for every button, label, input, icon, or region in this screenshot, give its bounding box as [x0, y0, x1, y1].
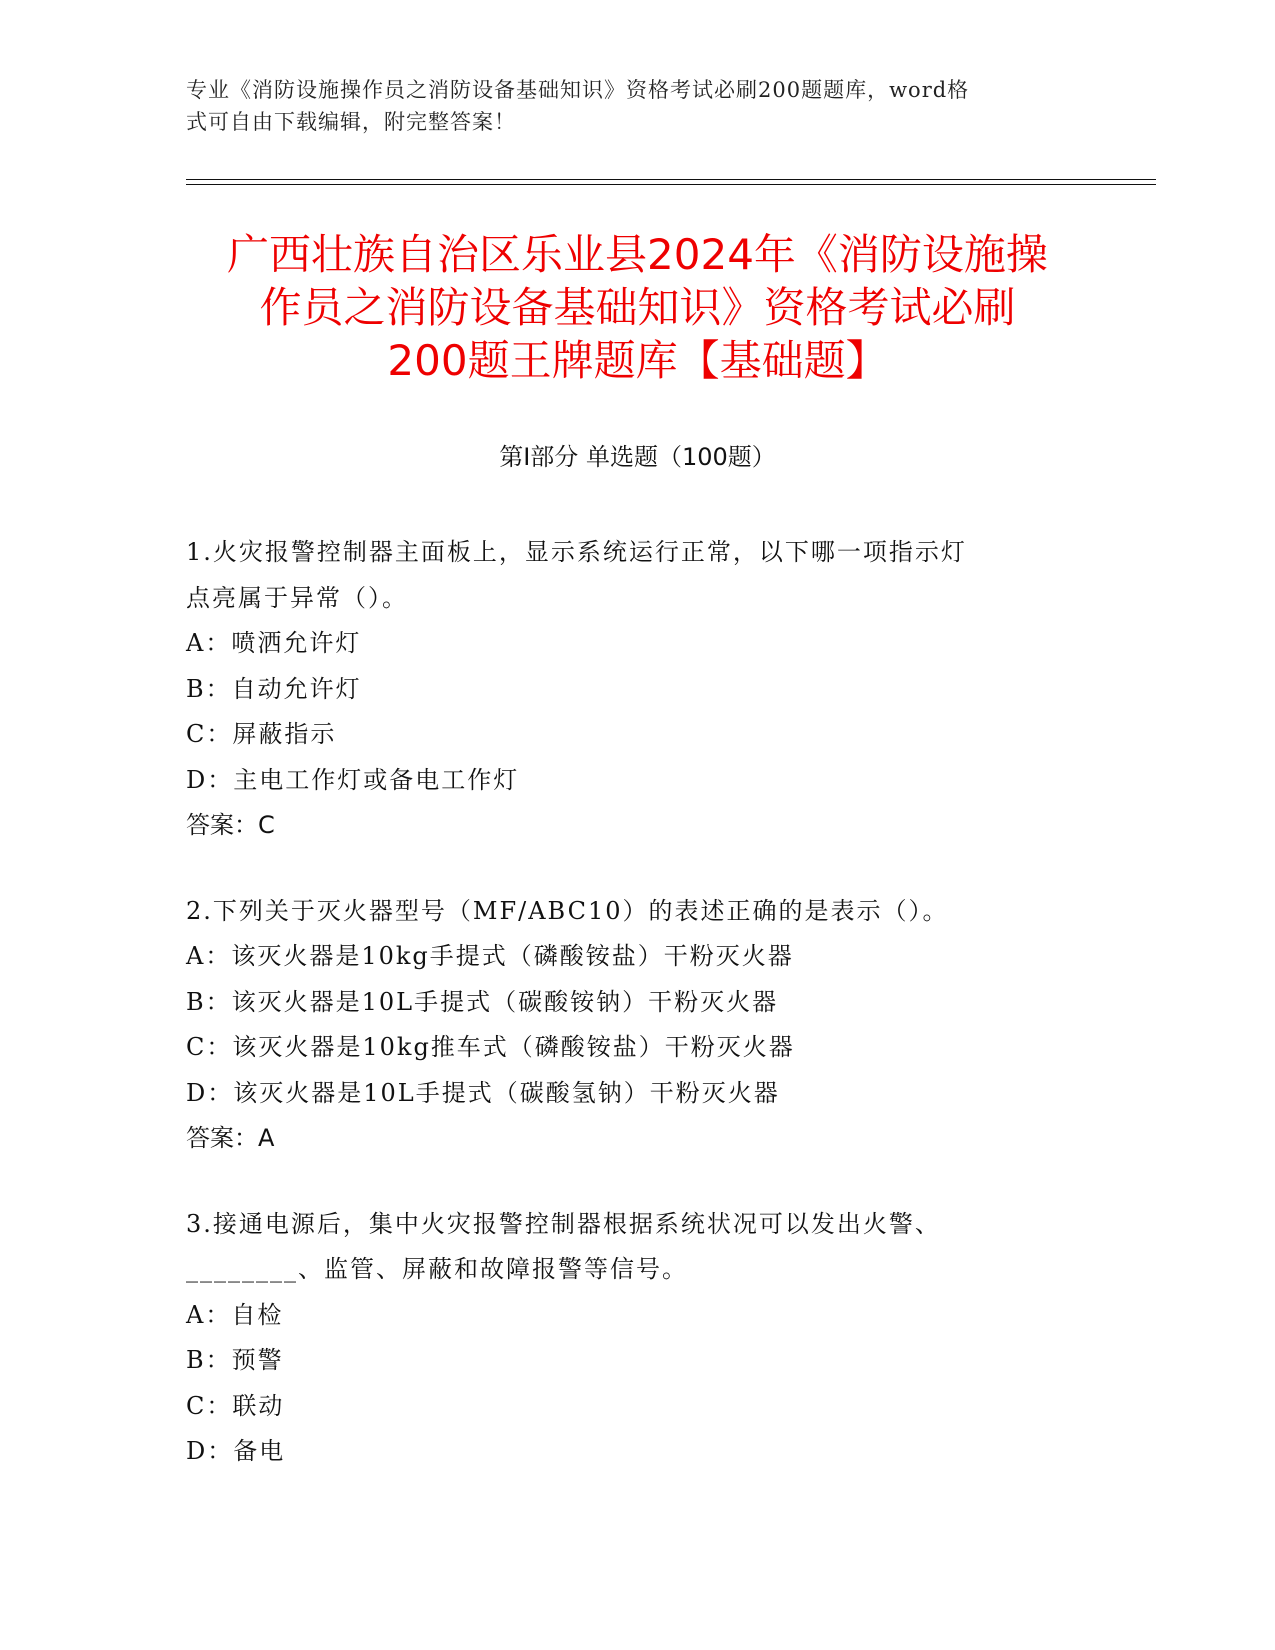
document-title-line-1: 广西壮族自治区乐业县2024年《消防设施操 — [227, 230, 1048, 279]
question-stem: 1.火灾报警控制器主面板上，显示系统运行正常，以下哪一项指示灯 — [186, 538, 967, 566]
question-list — [186, 530, 1086, 1515]
header-divider-bottom — [186, 184, 1156, 185]
document-title — [150, 228, 1125, 387]
option-d: D：主电工作灯或备电工作灯 — [186, 765, 520, 794]
option-c: C：屏蔽指示 — [186, 720, 337, 748]
question-2 — [186, 889, 1086, 1162]
option-a: A：自检 — [186, 1300, 284, 1329]
option-d: D：该灭火器是10L手提式（碳酸氢钠）干粉灭火器 — [186, 1078, 780, 1107]
question-stem-continued: ________、监管、屏蔽和故障报警等信号。 — [186, 1255, 688, 1283]
option-b: B：该灭火器是10L手提式（碳酸铵钠）干粉灭火器 — [186, 987, 779, 1016]
section-title: 第Ⅰ部分 单选题（100题） — [499, 443, 776, 471]
option-b: B：自动允许灯 — [186, 674, 362, 703]
answer: 答案：C — [186, 811, 275, 839]
option-c: C：联动 — [186, 1391, 285, 1420]
question-3 — [186, 1202, 1086, 1475]
option-a: A：该灭火器是10kg手提式（磷酸铵盐）干粉灭火器 — [186, 942, 794, 970]
option-c: C：该灭火器是10kg推车式（磷酸铵盐）干粉灭火器 — [186, 1033, 795, 1061]
question-stem: 3.接通电源后，集中火灾报警控制器根据系统状况可以发出火警、 — [186, 1209, 941, 1238]
option-d: D：备电 — [186, 1437, 286, 1465]
header-note-line-2: 式可自由下载编辑，附完整答案！ — [186, 110, 516, 134]
header-note — [186, 74, 1066, 138]
header-divider-top — [186, 179, 1156, 180]
question-stem: 2.下列关于灭火器型号（MF/ABC10）的表述正确的是表示（）。 — [186, 896, 949, 925]
document-title-line-3: 200题王牌题库【基础题】 — [387, 336, 888, 385]
header-note-line-1: 专业《消防设施操作员之消防设备基础知识》资格考试必刷200题题库，word格 — [186, 78, 970, 102]
option-b: B：预警 — [186, 1346, 284, 1374]
option-a: A：喷洒允许灯 — [186, 629, 362, 657]
document-title-line-2: 作员之消防设备基础知识》资格考试必刷 — [259, 283, 1016, 332]
question-1 — [186, 530, 1086, 849]
answer: 答案：A — [186, 1124, 275, 1152]
question-stem-continued: 点亮属于异常（）。 — [186, 583, 408, 612]
